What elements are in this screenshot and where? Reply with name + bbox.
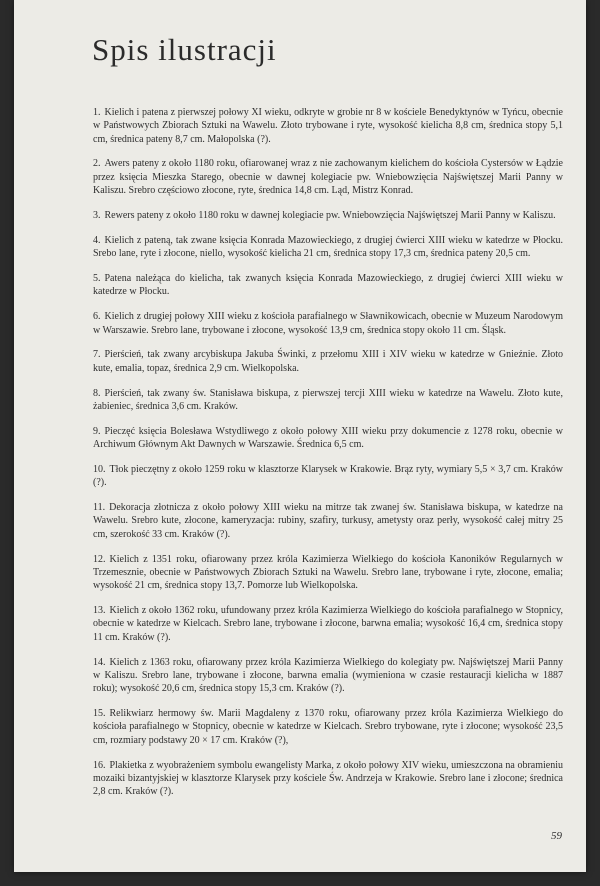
- entry-number: 12.: [93, 553, 106, 565]
- illustration-entry: [93, 209, 563, 222]
- entry-number: 7.: [93, 349, 101, 361]
- entry-number: 2.: [93, 158, 101, 170]
- entry-text: Kielich z 1363 roku, ofiarowany przez króla Kazimierza Wielkiego do kolegiaty pw. Najświętszej Marii Panny w Kaliszu. Srebro lane, trybowane i złocone, barwna emalia (wymieniona w czasie restauracji kielicha w 1887 roku); wysokość 20,6 cm, średnica stopy 15,3 cm. Kraków (?).: [93, 656, 563, 695]
- entry-number: 1.: [93, 107, 101, 118]
- entry-number: 9.: [93, 425, 101, 437]
- illustration-entry: [93, 157, 563, 197]
- entry-number: 3.: [93, 209, 101, 221]
- entry-text: Kielich z 1351 roku, ofiarowany przez króla Kazimierza Wielkiego do kościoła Kanoników Regularnych w Trzemesznie, obecnie w Państwowych Zbiorach Sztuki na Wawelu. Srebro lane, trybowane i ryte, złocone, emalia; wysokość 21 cm, średnica stopy 13,7. Pomorze lub Wielkopolska.: [93, 553, 563, 592]
- entry-text: Plakietka z wyobrażeniem symbolu ewangelisty Marka, z około połowy XIV wieku, umieszczona na obramieniu mozaiki bizantyjskiej w klasztorze Klarysek przy kościele Św. Andrzeja w Krakowie. Srebro lane i złocone; średnica 2,8 cm. Kraków (?).: [93, 759, 563, 798]
- entry-text: Kielich z drugiej połowy XIII wieku z kościoła parafialnego w Sławnikowicach, obecnie w Muzeum Narodowym w Warszawie. Srebro lane, trybowane i złocone, wysokość 13,9 cm, średnica stopy około 11 cm. Śląsk.: [93, 311, 563, 336]
- entry-number: 13.: [93, 605, 106, 617]
- illustration-entry: [93, 707, 563, 747]
- entry-text: Awers pateny z około 1180 roku, ofiarowanej wraz z nie zachowanym kielichem do kościoła Cystersów w Łądzie przez księcia Mieszka Starego, obecnie w dawnej kolegiacie pw. Wniebowzięcia Najświętszej Marii Panny w Kaliszu. Srebro częściowo złocone, ryte, średnica 14,8 cm. Ląd, Mistrz Konrad.: [93, 158, 563, 197]
- entry-text: Dekoracja złotnicza z około połowy XIII wieku na mitrze tak zwanej św. Stanisława biskupa, w katedrze na Wawelu. Srebro kute, złocone, kameryzacja: rubiny, szafiry, turkusy, ametysty oraz perły, wysokość całej mitry 25 cm, szerokość 33 cm. Kraków (?).: [93, 502, 563, 540]
- illustration-entry: [93, 106, 563, 146]
- entry-number: 10.: [93, 463, 106, 475]
- entry-number: 8.: [93, 387, 101, 399]
- illustration-entry: [93, 234, 563, 261]
- page-title: Spis ilustracji: [92, 32, 277, 67]
- entry-text: Pierścień, tak zwany św. Stanisława biskupa, z pierwszej tercji XIII wieku w katedrze na Wawelu. Złoto kute, żabieniec, średnica 3,6 cm. Kraków.: [93, 387, 563, 412]
- entry-number: 5.: [93, 273, 101, 285]
- entry-text: Patena należąca do kielicha, tak zwanych księcia Konrada Mazowieckiego, z drugiej ćwierci XIII wieku w katedrze w Płocku.: [93, 273, 563, 298]
- entry-number: 11.: [93, 502, 106, 514]
- illustration-entry: [93, 425, 563, 452]
- entry-number: 14.: [93, 656, 106, 668]
- illustration-entry: [93, 463, 563, 490]
- entry-text: Kielich z około 1362 roku, ufundowany przez króla Kazimierza Wielkiego do kościoła parafialnego w Stopnicy, obecnie w katedrze w Kielcach. Srebro lane, trybowane i złocone, barwna emalia; wysokość 16,4 cm, średnica stopy 11 cm. Kraków (?).: [93, 605, 563, 643]
- entry-text: Kielich z pateną, tak zwane księcia Konrada Mazowieckiego, z drugiej ćwierci XIII wieku w katedrze w Płocku. Srebo lane, ryte i złocone, niello, wysokość kielicha 21 cm, średnica stopy 17,3 cm, średnica pateny 20,5 cm.: [93, 234, 563, 260]
- illustration-entry: [93, 604, 563, 644]
- entry-text: Relikwiarz hermowy św. Marii Magdaleny z 1370 roku, ofiarowany przez króla Kazimierza Wielkiego do kościoła parafialnego w Stopnicy, obecnie w katedrze w Kielcach. Srebro trybowane, ryte i złocone; wysokość 23,5 cm, rozmiary podstawy 20 × 17 cm. Kraków (?),: [93, 708, 563, 746]
- entry-text: Kielich i patena z pierwszej połowy XI wieku, odkryte w grobie nr 8 w kościele Benedyktynów w Tyńcu, obecnie w Państwowych Zbiorach Sztuki na Wawelu. Złoto trybowane i ryte, wysokość kielicha 8,8 cm, średnica stopy 5,1 cm, średnica pateny 8,7 cm. Małopolska (?).: [93, 107, 563, 145]
- entry-text: Pieczęć księcia Bolesława Wstydliwego z około połowy XIII wieku przy dokumencie z 1278 roku, obecnie w Archiwum Głównym Akt Dawnych w Warszawie. Średnica 6,5 cm.: [93, 425, 563, 451]
- illustration-entry: [93, 553, 563, 593]
- entry-number: 16.: [93, 759, 106, 771]
- entry-number: 15.: [93, 708, 106, 720]
- entry-text: Pierścień, tak zwany arcybiskupa Jakuba Świnki, z przełomu XIII i XIV wieku w katedrze w Gnieźnie. Złoto kute, emalia, topaz, średnica 2,9 cm. Wielkopolska.: [93, 349, 563, 374]
- illustration-entry: [93, 501, 563, 541]
- illustration-entry: [93, 656, 563, 696]
- entry-text: Tłok pieczętny z około 1259 roku w klasztorze Klarysek w Krakowie. Brąz ryty, wymiary 5,5 × 3,7 cm. Kraków (?).: [93, 463, 563, 489]
- page-number: 59: [551, 830, 562, 842]
- entry-text: Rewers pateny z około 1180 roku w dawnej kolegiacie pw. Wniebowzięcia Najświętszej Marii Panny w Kaliszu.: [104, 209, 556, 221]
- entry-number: 4.: [93, 234, 101, 246]
- illustration-entry: [93, 348, 563, 375]
- illustration-entry: [93, 759, 563, 799]
- entry-number: 6.: [93, 311, 101, 323]
- book-page: [14, 0, 586, 872]
- illustration-entry: [93, 310, 563, 337]
- illustration-list: [93, 106, 563, 810]
- illustration-entry: [93, 387, 563, 414]
- illustration-entry: [93, 272, 563, 299]
